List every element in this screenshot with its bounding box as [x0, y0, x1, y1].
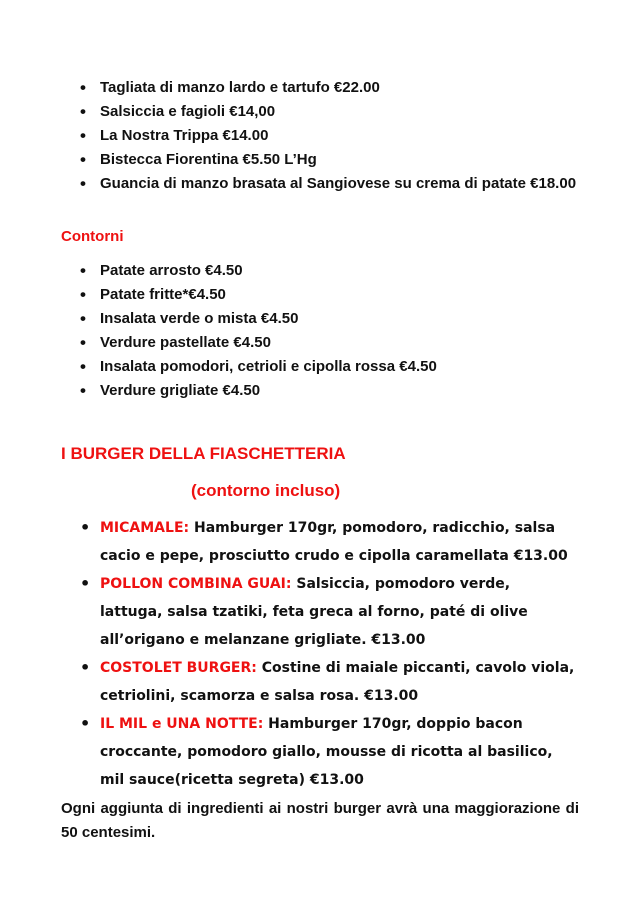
list-item: • Insalata pomodori, cetrioli e cipolla rossa €4.50	[80, 355, 600, 379]
list-item: • Patate fritte*€4.50	[80, 283, 600, 307]
burger-name: MICAMALE:	[100, 520, 190, 536]
footer-note: Ogni aggiunta di ingredienti ai nostri burger avrà una maggiorazione di 50 centesimi.	[61, 800, 579, 841]
list-item	[80, 654, 600, 710]
list-item: • Tagliata di manzo lardo e tartufo €22.00	[80, 76, 600, 100]
list-item: • Patate arrosto €4.50	[80, 259, 600, 283]
list-item: • Verdure grigliate €4.50	[80, 379, 600, 403]
burger-list	[80, 514, 600, 794]
burger-description: Costine di maiale piccanti, cavolo viola, cetriolini, scamorza e salsa rosa. €13.00	[100, 660, 575, 704]
burger-description: Hamburger 170gr, doppio bacon croccante, pomodoro giallo, mousse di ricotta al basilico, mil sauce(ricetta segreta) €13.00	[100, 716, 553, 788]
burger-name: IL MIL e UNA NOTTE:	[100, 716, 264, 732]
burger-name: POLLON COMBINA GUAI:	[100, 576, 292, 592]
burger-section-subtitle: (contorno incluso)	[191, 481, 341, 500]
list-item: • Salsiccia e fagioli €14,00	[80, 100, 600, 124]
burger-section-title: I BURGER DELLA FIASCHETTERIA	[61, 444, 346, 463]
burger-description: Hamburger 170gr, pomodoro, radicchio, salsa cacio e pepe, prosciutto crudo e cipolla caramellata €13.00	[100, 520, 568, 564]
list-item: • Guancia di manzo brasata al Sangiovese su crema di patate €18.00	[80, 172, 600, 196]
secondi-list	[80, 76, 600, 196]
list-item	[80, 710, 600, 794]
list-item	[80, 570, 600, 654]
list-item: • Bistecca Fiorentina €5.50 L’Hg	[80, 148, 600, 172]
list-item: • Insalata verde o mista €4.50	[80, 307, 600, 331]
list-item: • Verdure pastellate €4.50	[80, 331, 600, 355]
burger-name: COSTOLET BURGER:	[100, 660, 257, 676]
list-item: • La Nostra Trippa €14.00	[80, 124, 600, 148]
list-item	[80, 514, 600, 570]
contorni-list	[80, 259, 600, 403]
contorni-heading: Contorni	[61, 228, 124, 245]
burger-description: Salsiccia, pomodoro verde, lattuga, salsa tzatiki, feta greca al forno, paté di olive all’origano e melanzane grigliate. €13.00	[100, 576, 528, 648]
